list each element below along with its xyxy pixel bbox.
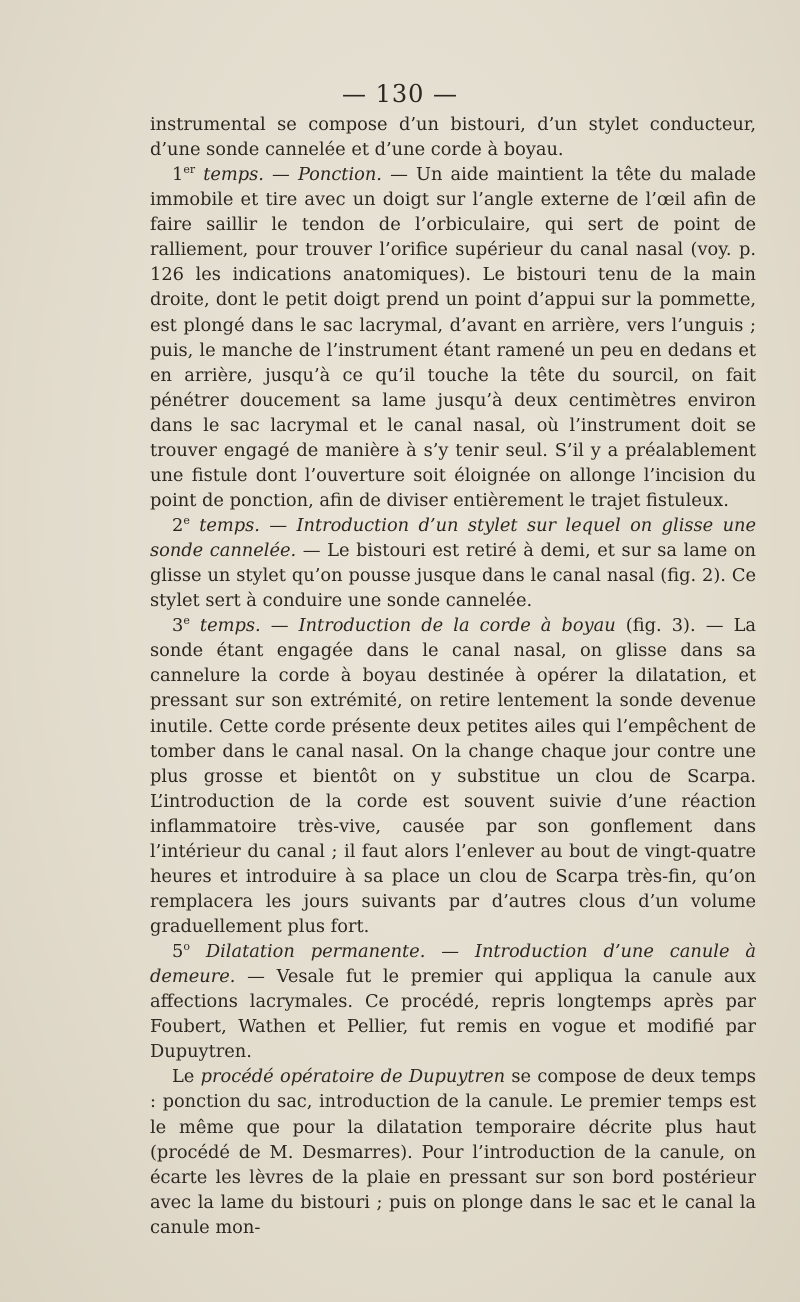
ordinal-superscript: o	[183, 940, 190, 954]
ordinal-superscript: e	[183, 514, 190, 528]
text-run: 5	[172, 941, 184, 963]
paragraph	[150, 1064, 756, 1239]
text-run: — Le bistouri est retiré à demi, et sur sa lame on glisse un stylet qu’on pousse jusque dans le canal nasal (fig. 2). Ce stylet sert à conduire une sonde cannelée.	[150, 540, 756, 612]
paragraph	[150, 613, 756, 939]
paragraph	[150, 162, 756, 513]
ordinal-superscript: e	[183, 614, 190, 628]
paragraph	[150, 939, 756, 1064]
paragraph	[150, 112, 756, 162]
ordinal-superscript: er	[183, 163, 196, 177]
italic-text-run: Dilatation permanente. — Introduction d’une canule à demeure.	[150, 941, 756, 988]
body-text	[150, 112, 756, 1240]
page-number: — 130 —	[341, 80, 459, 108]
paragraph	[150, 513, 756, 613]
italic-text-run: temps. — Introduction d’un stylet sur lequel on glisse une sonde cannelée.	[150, 515, 756, 562]
text-run: Le	[172, 1066, 201, 1088]
text-run: 2	[172, 515, 184, 536]
text-run: (fig. 3). — La sonde étant engagée dans le canal nasal, on glisse dans sa cannelure la corde à boyau destinée à opérer la dilatation, et pressant sur son extrémité, on retire lentement la sonde devenue inutile. Cette corde présente deux petites ailes qui l’empêchent de tomber dans le canal nasal. On la change chaque jour contre une plus grosse et bientôt on y substitue un clou de Scarpa. L’introduction de la corde est souvent suivie d’une réaction inflammatoire très-vive, causée par son gonflement dans l’intérieur du canal ; il faut alors l’enlever au bout de vingt-quatre heures et introduire à sa place un clou de Scarpa très-fin, qu’on remplacera les jours suivants par d’autres clous d’un volume graduellement plus fort.	[150, 615, 756, 937]
text-run: se compose de deux temps : ponction du sac, introduction de la canule. Le premier temps est le même que pour la dilatation temporaire décrite plus haut (procédé de M. Desmarres). Pour l’introduction de la canule, on écarte les lèvres de la plaie en pressant sur son bord postérieur avec la lame du bistouri ; puis on plonge dans le sac et le canal la canule mon-	[150, 1066, 756, 1238]
text-run: — Un aide maintient la tête du malade immobile et tire avec un doigt sur l’angle externe de l’œil afin de faire saillir le tendon de l’orbiculaire, qui sert de point de ralliement, pour trouver l’orifice supérieur du canal nasal (voy. p. 126 les indications anatomiques). Le bistouri tenu de la main droite, dont le petit doigt prend un point d’appui sur la pommette, est plongé dans le sac lacrymal, d’avant en arrière, vers l’unguis ; puis, le manche de l’instrument étant ramené un peu en dedans et en arrière, jusqu’à ce qu’il touche la tête du sourcil, on fait pénétrer doucement sa lame jusqu’à deux centimètres environ dans le sac lacrymal et le canal nasal, où l’instrument doit se trouver engagé de manière à s’y tenir seul. S’il y a préalablement une fistule dont l’ouverture soit éloignée on allonge l’incision du point de ponction, afin de diviser entièrement le trajet fistuleux.	[150, 164, 756, 511]
italic-text-run: temps. — Ponction.	[195, 164, 382, 186]
text-run: 3	[172, 615, 184, 637]
text-run: instrumental se compose d’un bistouri, d’un stylet conducteur, d’une sonde cannelée et d’une corde à boyau.	[150, 114, 756, 161]
italic-text-run: temps. — Introduction de la corde à boyau	[189, 615, 616, 637]
italic-text-run: procédé opératoire de Dupuytren	[200, 1066, 506, 1088]
text-run: 1	[172, 164, 184, 186]
text-run: — Vesale fut le premier qui appliqua la canule aux affections lacrymales. Ce procédé, repris longtemps après par Foubert, Wathen et Pellier, fut remis en vogue et modifié par Dupuytren.	[150, 966, 756, 1063]
